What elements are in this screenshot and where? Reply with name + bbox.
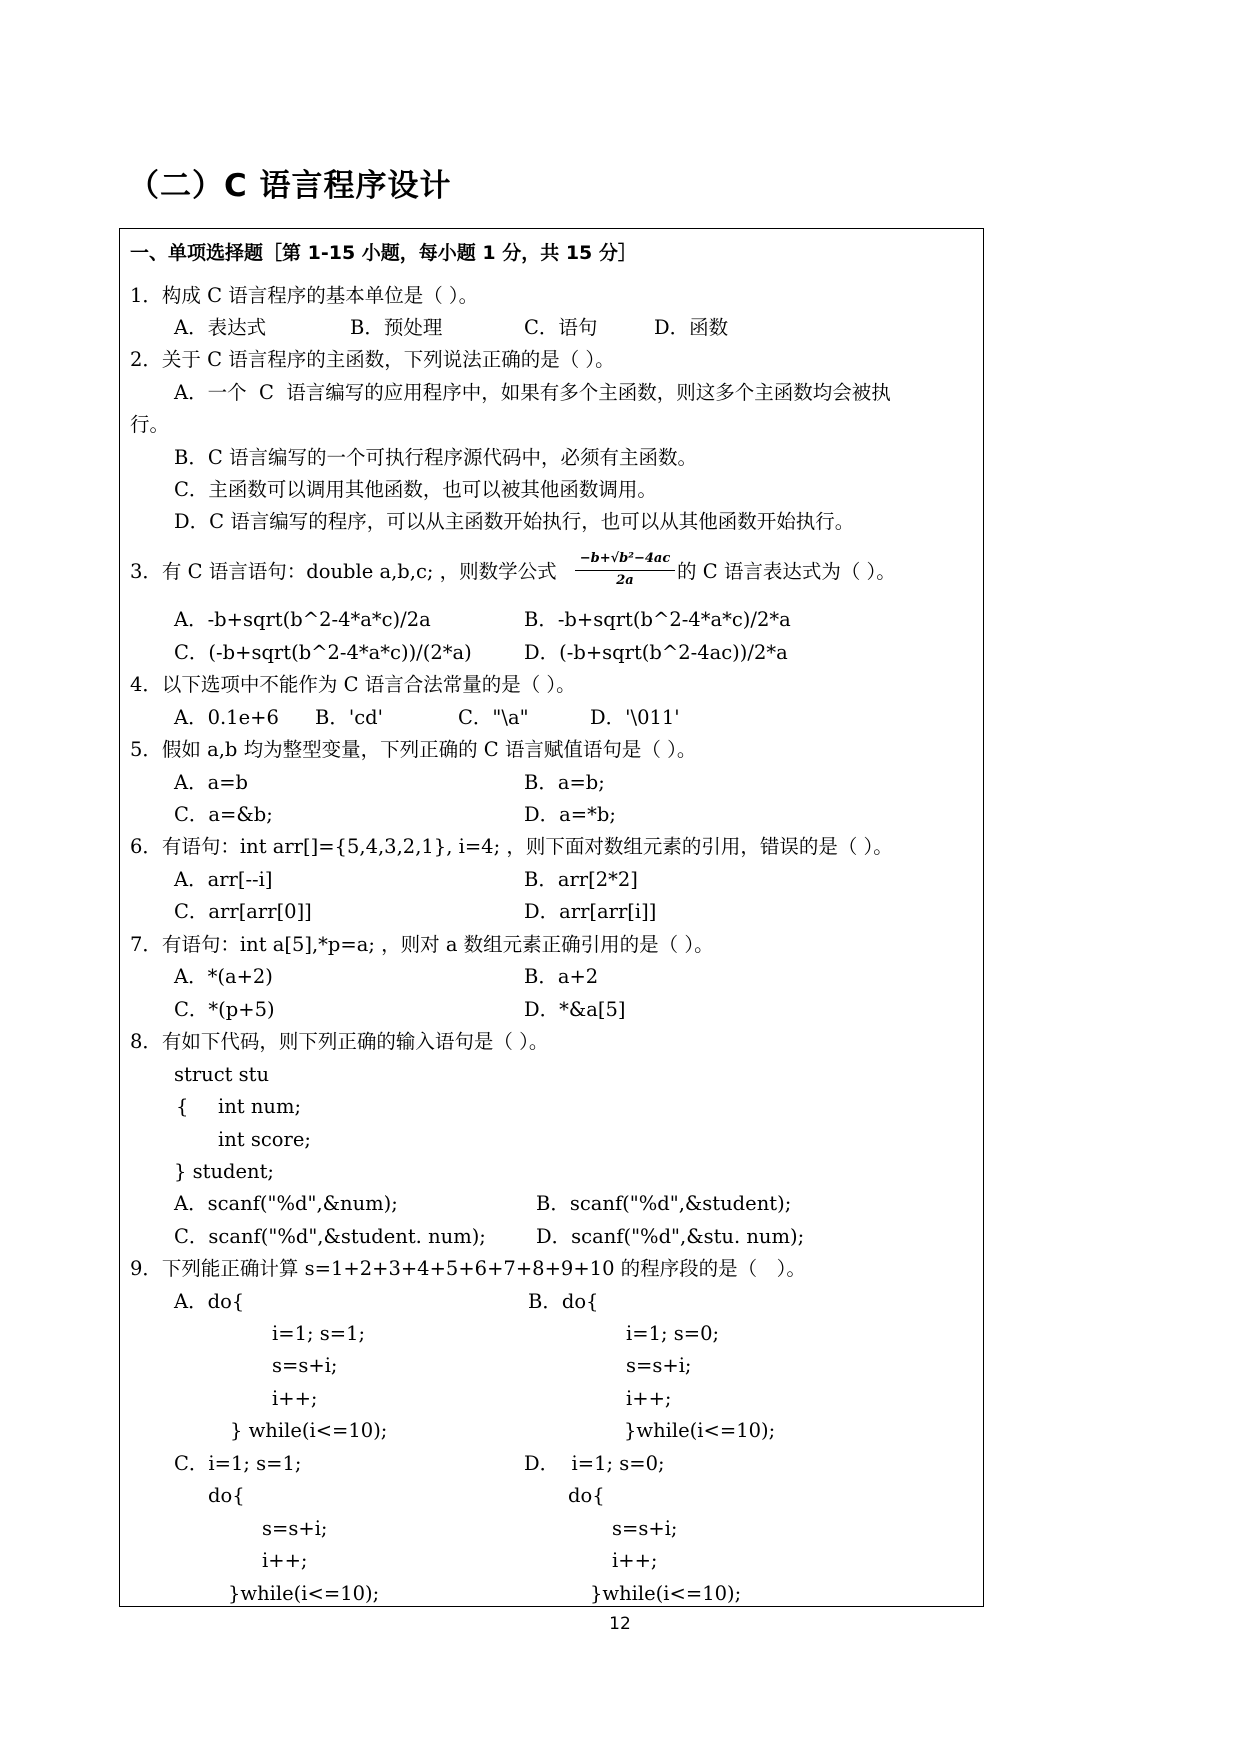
page-heading: （二）C 语言程序设计	[128, 168, 452, 204]
question-9-option-c: C．i=1; s=1;	[174, 1452, 302, 1475]
code-line: do{	[208, 1484, 245, 1507]
formula-numerator: −b+√b²−4ac	[579, 551, 671, 566]
question-7-option-a: A．*(a+2)	[174, 965, 273, 988]
question-1-stem: 1．构成 C 语言程序的基本单位是（ ）。	[130, 284, 479, 307]
question-6-option-c: C．arr[arr[0]]	[174, 900, 312, 923]
question-1-option-b: B．预处理	[350, 316, 443, 339]
question-5-option-a: A．a=b	[174, 771, 249, 794]
code-line: i++;	[626, 1387, 672, 1410]
question-3-stem-post: 的 C 语言表达式为（ ）。	[677, 560, 896, 583]
question-3-option-d: D．(-b+sqrt(b^2-4ac))/2*a	[524, 641, 788, 664]
question-8-stem: 8．有如下代码，则下列正确的输入语句是（ ）。	[130, 1030, 549, 1053]
code-line: s=s+i;	[272, 1354, 338, 1377]
question-1-option-a: A．表达式	[174, 316, 267, 339]
question-2-stem: 2．关于 C 语言程序的主函数，下列说法正确的是（ ）。	[130, 348, 615, 371]
question-6-stem: 6．有语句：int arr[]={5,4,3,2,1}, i=4; ，则下面对数组元素的引用，错误的是（ ）。	[130, 835, 893, 858]
question-3-option-b: B．-b+sqrt(b^2-4*a*c)/2*a	[524, 608, 791, 631]
code-line: i=1; s=1;	[272, 1322, 366, 1345]
question-8-option-d: D．scanf("%d",&stu. num);	[536, 1225, 805, 1248]
code-line: do{	[568, 1484, 605, 1507]
code-line: s=s+i;	[626, 1354, 692, 1377]
question-4-option-c: C．"\a"	[458, 706, 529, 729]
question-3-option-a: A．-b+sqrt(b^2-4*a*c)/2a	[174, 608, 431, 631]
question-3-option-c: C．(-b+sqrt(b^2-4*a*c))/(2*a)	[174, 641, 472, 664]
code-line: {	[176, 1095, 189, 1118]
code-line: }while(i<=10);	[624, 1419, 776, 1442]
question-5-option-c: C．a=&b;	[174, 803, 273, 826]
code-line: int num;	[218, 1095, 302, 1118]
question-8-option-b: B．scanf("%d",&student);	[536, 1192, 792, 1215]
code-line: int score;	[218, 1128, 311, 1151]
question-7-option-d: D．*&a[5]	[524, 998, 626, 1021]
question-2-option-a-cont: 行。	[130, 413, 170, 436]
code-line: } while(i<=10);	[230, 1419, 388, 1442]
question-4-option-d: D．'\011'	[590, 706, 680, 729]
question-1-option-d: D．函数	[654, 316, 729, 339]
question-2-option-c: C．主函数可以调用其他函数，也可以被其他函数调用。	[174, 478, 657, 501]
code-line: } student;	[174, 1160, 274, 1183]
question-1-option-c: C．语句	[524, 316, 598, 339]
question-4-stem: 4．以下选项中不能作为 C 语言合法常量的是（ ）。	[130, 673, 576, 696]
question-4-option-b: B．'cd'	[315, 706, 383, 729]
code-line: }while(i<=10);	[590, 1582, 742, 1605]
question-2-option-d: D．C 语言编写的程序，可以从主函数开始执行，也可以从其他函数开始执行。	[174, 510, 855, 533]
code-line: struct stu	[174, 1063, 270, 1086]
page-number: 12	[609, 1614, 631, 1634]
question-5-option-b: B．a=b;	[524, 771, 605, 794]
question-6-option-b: B．arr[2*2]	[524, 868, 638, 891]
question-7-stem: 7．有语句：int a[5],*p=a; ，则对 a 数组元素正确引用的是（ ）。	[130, 933, 714, 956]
code-line: s=s+i;	[612, 1517, 678, 1540]
question-9-stem: 9．下列能正确计算 s=1+2+3+4+5+6+7+8+9+10 的程序段的是（ ）。	[130, 1257, 806, 1280]
question-5-option-d: D．a=*b;	[524, 803, 616, 826]
formula-fraction-bar	[575, 570, 675, 571]
question-8-option-c: C．scanf("%d",&student. num);	[174, 1225, 486, 1248]
question-7-option-c: C．*(p+5)	[174, 998, 275, 1021]
code-line: }while(i<=10);	[228, 1582, 380, 1605]
question-6-option-a: A．arr[--i]	[174, 868, 273, 891]
code-line: i++;	[612, 1549, 658, 1572]
code-line: i=1; s=0;	[626, 1322, 720, 1345]
question-9-option-b: B．do{	[528, 1290, 599, 1313]
code-line: s=s+i;	[262, 1517, 328, 1540]
question-6-option-d: D．arr[arr[i]]	[524, 900, 657, 923]
question-2-option-a: A．一个 C 语言编写的应用程序中，如果有多个主函数，则这多个主函数均会被执	[174, 381, 891, 404]
code-line: i++;	[262, 1549, 308, 1572]
question-9-option-a: A．do{	[174, 1290, 245, 1313]
question-4-option-a: A．0.1e+6	[174, 706, 279, 729]
question-3-stem-pre: 3．有 C 语言语句：double a,b,c; ，则数学公式	[130, 560, 557, 583]
question-9-option-d: D． i=1; s=0;	[524, 1452, 665, 1475]
section-title: 一、单项选择题［第 1-15 小题，每小题 1 分，共 15 分］	[130, 242, 637, 264]
question-5-stem: 5．假如 a,b 均为整型变量，下列正确的 C 语言赋值语句是（ ）。	[130, 738, 697, 761]
question-2-option-b: B．C 语言编写的一个可执行程序源代码中，必须有主函数。	[174, 446, 697, 469]
question-7-option-b: B．a+2	[524, 965, 599, 988]
question-8-option-a: A．scanf("%d",&num);	[174, 1192, 398, 1215]
code-line: i++;	[272, 1387, 318, 1410]
formula-denominator: 2a	[616, 573, 634, 588]
